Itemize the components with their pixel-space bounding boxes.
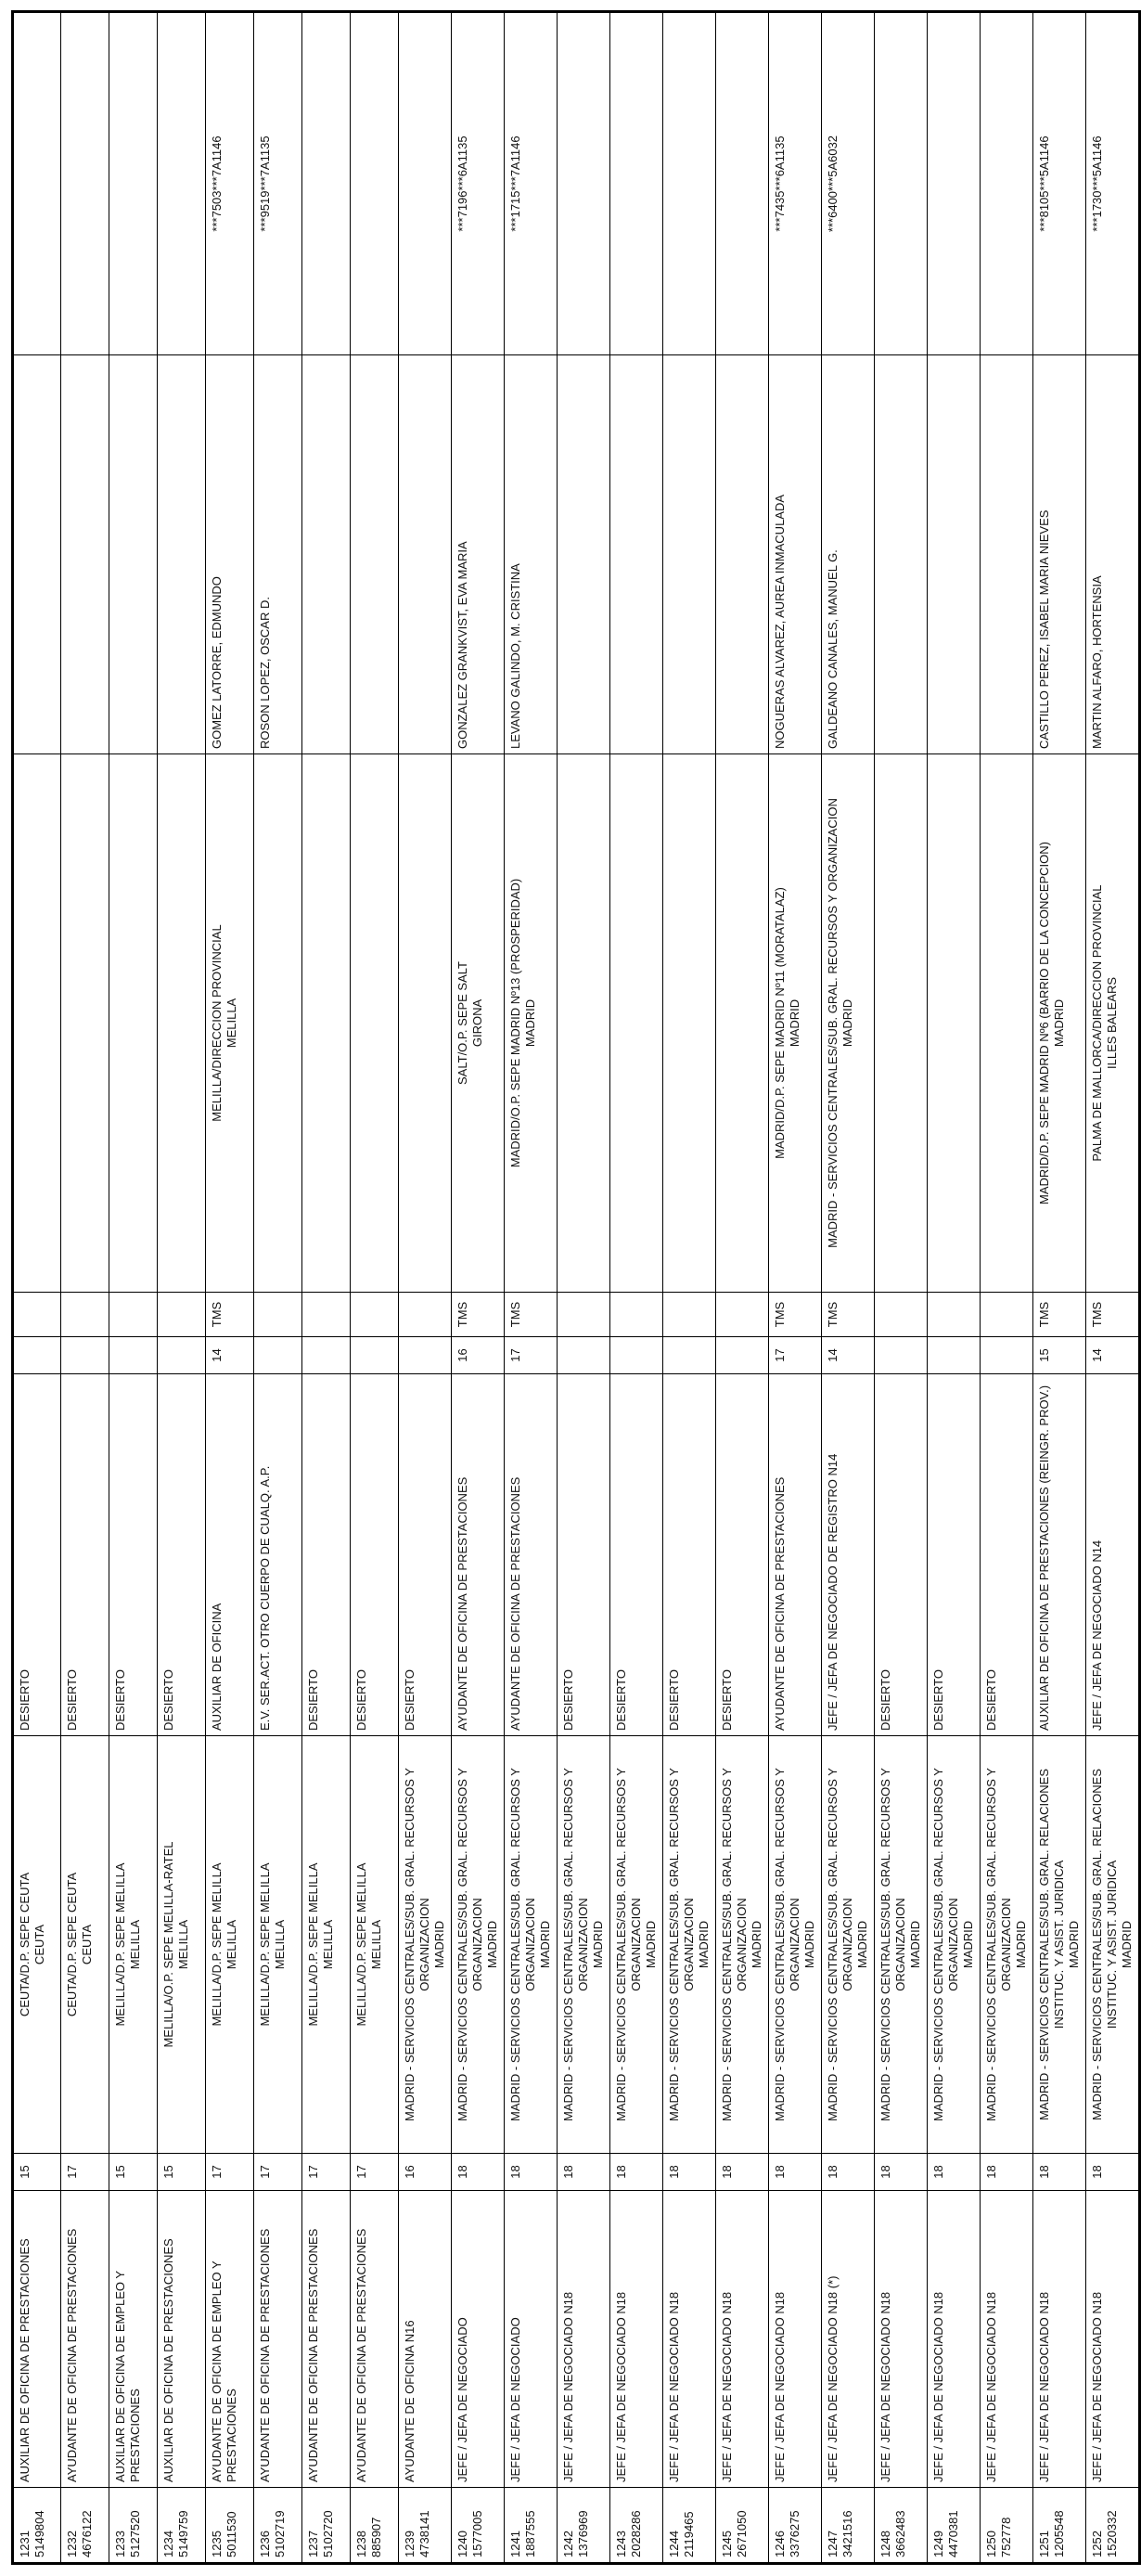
cell-order-number: 1249 4470381: [928, 2488, 981, 2564]
cell-level: 17: [302, 2154, 351, 2191]
cell-location: MADRID - SERVICIOS CENTRALES/SUB. GRAL. RELACIONES INSTITUC. Y ASIST. JURIDICA MADRID: [1086, 1736, 1140, 2154]
cell-previous-level: [981, 1337, 1033, 1374]
cell-previous-level: 15: [1033, 1337, 1086, 1374]
cell-level: 18: [928, 2154, 981, 2191]
cell-position: JEFE / JEFA DE NEGOCIADO N18: [1086, 2191, 1140, 2488]
cell-previous-level: [109, 1337, 158, 1374]
cell-awardee-name: [61, 355, 109, 754]
cell-previous-location: [610, 754, 663, 1293]
cell-id-number: ***8105***5A1146: [1033, 12, 1086, 355]
cell-location: MADRID - SERVICIOS CENTRALES/SUB. GRAL. RECURSOS Y ORGANIZACION MADRID: [505, 1736, 558, 2154]
cell-ministry: TMS: [1086, 1293, 1140, 1337]
cell-id-number: [928, 12, 981, 355]
cell-previous-position: DESIERTO: [13, 1374, 61, 1736]
cell-level: 18: [875, 2154, 928, 2191]
cell-location: MADRID - SERVICIOS CENTRALES/SUB. GRAL. RECURSOS Y ORGANIZACION MADRID: [822, 1736, 875, 2154]
cell-previous-level: 17: [505, 1337, 558, 1374]
cell-previous-location: MADRID - SERVICIOS CENTRALES/SUB. GRAL. RECURSOS Y ORGANIZACION MADRID: [822, 754, 875, 1293]
cell-previous-level: [158, 1337, 206, 1374]
cell-previous-location: [61, 754, 109, 1293]
cell-previous-level: 14: [822, 1337, 875, 1374]
cell-position: JEFE / JEFA DE NEGOCIADO N18: [716, 2191, 769, 2488]
cell-level: 16: [399, 2154, 452, 2191]
cell-level: 18: [1033, 2154, 1086, 2191]
cell-order-number: 1234 5149759: [158, 2488, 206, 2564]
cell-previous-level: [351, 1337, 399, 1374]
cell-location: MELILLA/D.P. SEPE MELILLA MELILLA: [109, 1736, 158, 2154]
cell-position: JEFE / JEFA DE NEGOCIADO N18: [663, 2191, 716, 2488]
cell-id-number: [663, 12, 716, 355]
cell-id-number: [716, 12, 769, 355]
table-row: [981, 12, 1033, 2564]
table-body: [13, 12, 1140, 2564]
cell-ministry: [928, 1293, 981, 1337]
cell-position: AYUDANTE DE OFICINA DE PRESTACIONES: [351, 2191, 399, 2488]
cell-location: MADRID - SERVICIOS CENTRALES/SUB. GRAL. RECURSOS Y ORGANIZACION MADRID: [558, 1736, 610, 2154]
cell-id-number: [109, 12, 158, 355]
cell-order-number: 1245 2671050: [716, 2488, 769, 2564]
cell-location: MADRID - SERVICIOS CENTRALES/SUB. GRAL. RECURSOS Y ORGANIZACION MADRID: [452, 1736, 505, 2154]
cell-level: 18: [716, 2154, 769, 2191]
cell-previous-location: [399, 754, 452, 1293]
cell-previous-location: MADRID/O.P. SEPE MADRID Nº13 (PROSPERIDAD) MADRID: [505, 754, 558, 1293]
cell-order-number: 1239 4738141: [399, 2488, 452, 2564]
cell-order-number: 1233 5127520: [109, 2488, 158, 2564]
resolution-table: [11, 10, 1141, 2565]
cell-position: JEFE / JEFA DE NEGOCIADO N18: [981, 2191, 1033, 2488]
cell-previous-position: DESIERTO: [61, 1374, 109, 1736]
cell-awardee-name: [610, 355, 663, 754]
cell-awardee-name: CASTILLO PEREZ, ISABEL MARIA NIEVES: [1033, 355, 1086, 754]
table-row: [1086, 12, 1140, 2564]
cell-previous-position: DESIERTO: [716, 1374, 769, 1736]
cell-level: 18: [981, 2154, 1033, 2191]
cell-id-number: [13, 12, 61, 355]
cell-order-number: 1235 5011530: [206, 2488, 254, 2564]
cell-position: AUXILIAR DE OFICINA DE EMPLEO Y PRESTACIONES: [109, 2191, 158, 2488]
cell-previous-location: SALT/O.P. SEPE SALT GIRONA: [452, 754, 505, 1293]
cell-previous-position: JEFE / JEFA DE NEGOCIADO N14: [1086, 1374, 1140, 1736]
cell-order-number: 1247 3421516: [822, 2488, 875, 2564]
cell-previous-position: DESIERTO: [351, 1374, 399, 1736]
cell-id-number: [981, 12, 1033, 355]
cell-previous-position: E.V. SER.ACT. OTRO CUERPO DE CUALQ. A.P.: [254, 1374, 302, 1736]
cell-ministry: [13, 1293, 61, 1337]
cell-location: MELILLA/D.P. SEPE MELILLA MELILLA: [254, 1736, 302, 2154]
cell-awardee-name: [351, 355, 399, 754]
cell-awardee-name: GALDEANO CANALES, MANUEL G.: [822, 355, 875, 754]
cell-previous-location: [716, 754, 769, 1293]
table-row: [822, 12, 875, 2564]
cell-order-number: 1244 2119465: [663, 2488, 716, 2564]
cell-previous-location: [158, 754, 206, 1293]
cell-position: AUXILIAR DE OFICINA DE PRESTACIONES: [13, 2191, 61, 2488]
cell-id-number: ***1730***5A1146: [1086, 12, 1140, 355]
cell-awardee-name: [716, 355, 769, 754]
cell-previous-location: PALMA DE MALLORCA/DIRECCION PROVINCIAL ILLES BALEARS: [1086, 754, 1140, 1293]
cell-position: JEFE / JEFA DE NEGOCIADO N18: [928, 2191, 981, 2488]
cell-ministry: [351, 1293, 399, 1337]
cell-ministry: [158, 1293, 206, 1337]
cell-ministry: [610, 1293, 663, 1337]
table-row: [399, 12, 452, 2564]
cell-previous-position: DESIERTO: [302, 1374, 351, 1736]
cell-previous-location: [13, 754, 61, 1293]
cell-previous-location: MADRID/D.P. SEPE MADRID Nº6 (BARRIO DE LA CONCEPCION) MADRID: [1033, 754, 1086, 1293]
cell-id-number: [558, 12, 610, 355]
cell-order-number: 1243 2028286: [610, 2488, 663, 2564]
cell-position: JEFE / JEFA DE NEGOCIADO N18 (*): [822, 2191, 875, 2488]
cell-awardee-name: [928, 355, 981, 754]
cell-position: AYUDANTE DE OFICINA DE PRESTACIONES: [254, 2191, 302, 2488]
cell-position: JEFE / JEFA DE NEGOCIADO N18: [875, 2191, 928, 2488]
cell-id-number: [875, 12, 928, 355]
cell-previous-position: DESIERTO: [663, 1374, 716, 1736]
cell-location: MADRID - SERVICIOS CENTRALES/SUB. GRAL. RECURSOS Y ORGANIZACION MADRID: [928, 1736, 981, 2154]
cell-level: 17: [254, 2154, 302, 2191]
cell-ministry: [302, 1293, 351, 1337]
cell-ministry: TMS: [505, 1293, 558, 1337]
cell-order-number: 1241 1887555: [505, 2488, 558, 2564]
cell-level: 15: [13, 2154, 61, 2191]
cell-awardee-name: [558, 355, 610, 754]
cell-location: MELILLA/D.P. SEPE MELILLA MELILLA: [302, 1736, 351, 2154]
cell-previous-level: [716, 1337, 769, 1374]
cell-position: JEFE / JEFA DE NEGOCIADO N18: [1033, 2191, 1086, 2488]
table-row: [1033, 12, 1086, 2564]
cell-awardee-name: [663, 355, 716, 754]
cell-previous-position: DESIERTO: [558, 1374, 610, 1736]
cell-order-number: 1232 4676122: [61, 2488, 109, 2564]
table-row: [558, 12, 610, 2564]
cell-previous-level: [610, 1337, 663, 1374]
cell-order-number: 1246 3376275: [769, 2488, 822, 2564]
cell-previous-position: AYUDANTE DE OFICINA DE PRESTACIONES: [452, 1374, 505, 1736]
cell-position: JEFE / JEFA DE NEGOCIADO N18: [769, 2191, 822, 2488]
cell-ministry: [558, 1293, 610, 1337]
cell-location: MADRID - SERVICIOS CENTRALES/SUB. GRAL. RECURSOS Y ORGANIZACION MADRID: [769, 1736, 822, 2154]
cell-previous-location: MADRID/D.P. SEPE MADRID Nº11 (MORATALAZ) MADRID: [769, 754, 822, 1293]
cell-location: MADRID - SERVICIOS CENTRALES/SUB. GRAL. RECURSOS Y ORGANIZACION MADRID: [610, 1736, 663, 2154]
table-row: [452, 12, 505, 2564]
cell-ministry: [981, 1293, 1033, 1337]
table-row: [158, 12, 206, 2564]
cell-location: MADRID - SERVICIOS CENTRALES/SUB. GRAL. RECURSOS Y ORGANIZACION MADRID: [981, 1736, 1033, 2154]
cell-ministry: [61, 1293, 109, 1337]
cell-awardee-name: GOMEZ LATORRE, EDMUNDO: [206, 355, 254, 754]
cell-id-number: ***7435***6A1135: [769, 12, 822, 355]
cell-order-number: 1231 5149804: [13, 2488, 61, 2564]
cell-location: MADRID - SERVICIOS CENTRALES/SUB. GRAL. RECURSOS Y ORGANIZACION MADRID: [399, 1736, 452, 2154]
cell-awardee-name: GONZALEZ GRANKVIST, EVA MARIA: [452, 355, 505, 754]
cell-previous-level: 14: [206, 1337, 254, 1374]
cell-awardee-name: LEVANO GALINDO, M. CRISTINA: [505, 355, 558, 754]
cell-previous-level: [928, 1337, 981, 1374]
cell-previous-position: DESIERTO: [981, 1374, 1033, 1736]
cell-id-number: [158, 12, 206, 355]
cell-previous-position: DESIERTO: [610, 1374, 663, 1736]
cell-id-number: [302, 12, 351, 355]
cell-awardee-name: [109, 355, 158, 754]
cell-previous-level: [302, 1337, 351, 1374]
cell-previous-location: [875, 754, 928, 1293]
table-row: [351, 12, 399, 2564]
cell-level: 18: [452, 2154, 505, 2191]
table-row: [302, 12, 351, 2564]
cell-location: CEUTA/D.P. SEPE CEUTA CEUTA: [13, 1736, 61, 2154]
cell-previous-position: JEFE / JEFA DE NEGOCIADO DE REGISTRO N14: [822, 1374, 875, 1736]
cell-level: 17: [351, 2154, 399, 2191]
cell-id-number: [351, 12, 399, 355]
table-row: [610, 12, 663, 2564]
cell-ministry: TMS: [769, 1293, 822, 1337]
cell-position: JEFE / JEFA DE NEGOCIADO: [452, 2191, 505, 2488]
table-row: [928, 12, 981, 2564]
cell-previous-level: [399, 1337, 452, 1374]
cell-awardee-name: [302, 355, 351, 754]
cell-ministry: TMS: [452, 1293, 505, 1337]
cell-position: JEFE / JEFA DE NEGOCIADO N18: [610, 2191, 663, 2488]
cell-ministry: TMS: [1033, 1293, 1086, 1337]
cell-previous-level: 17: [769, 1337, 822, 1374]
cell-id-number: ***9519***7A1135: [254, 12, 302, 355]
cell-previous-location: [981, 754, 1033, 1293]
cell-location: MADRID - SERVICIOS CENTRALES/SUB. GRAL. RECURSOS Y ORGANIZACION MADRID: [716, 1736, 769, 2154]
cell-ministry: [109, 1293, 158, 1337]
cell-previous-level: [13, 1337, 61, 1374]
table-row: [875, 12, 928, 2564]
cell-order-number: 1252 1520332: [1086, 2488, 1140, 2564]
cell-previous-location: [351, 754, 399, 1293]
table-row: [769, 12, 822, 2564]
cell-previous-location: [302, 754, 351, 1293]
cell-id-number: ***6400***5A6032: [822, 12, 875, 355]
cell-location: MELILLA/D.P. SEPE MELILLA MELILLA: [206, 1736, 254, 2154]
cell-ministry: [716, 1293, 769, 1337]
cell-level: 18: [663, 2154, 716, 2191]
cell-awardee-name: [13, 355, 61, 754]
cell-previous-level: [254, 1337, 302, 1374]
cell-id-number: [61, 12, 109, 355]
cell-position: AYUDANTE DE OFICINA DE PRESTACIONES: [302, 2191, 351, 2488]
cell-level: 17: [206, 2154, 254, 2191]
cell-order-number: 1250 752778: [981, 2488, 1033, 2564]
cell-previous-level: 16: [452, 1337, 505, 1374]
table-row: [716, 12, 769, 2564]
cell-awardee-name: NOGUERAS ALVAREZ, AUREA INMACULADA: [769, 355, 822, 754]
table-row: [206, 12, 254, 2564]
cell-position: AUXILIAR DE OFICINA DE PRESTACIONES: [158, 2191, 206, 2488]
cell-previous-level: [558, 1337, 610, 1374]
table-row: [663, 12, 716, 2564]
cell-ministry: TMS: [206, 1293, 254, 1337]
cell-order-number: 1237 5102720: [302, 2488, 351, 2564]
cell-location: MADRID - SERVICIOS CENTRALES/SUB. GRAL. RECURSOS Y ORGANIZACION MADRID: [663, 1736, 716, 2154]
cell-id-number: ***7196***6A1135: [452, 12, 505, 355]
cell-awardee-name: [158, 355, 206, 754]
cell-previous-location: [663, 754, 716, 1293]
cell-level: 17: [61, 2154, 109, 2191]
cell-previous-level: [61, 1337, 109, 1374]
cell-ministry: [399, 1293, 452, 1337]
cell-previous-level: [875, 1337, 928, 1374]
cell-position: JEFE / JEFA DE NEGOCIADO N18: [558, 2191, 610, 2488]
cell-location: MADRID - SERVICIOS CENTRALES/SUB. GRAL. RELACIONES INSTITUC. Y ASIST. JURIDICA MADRID: [1033, 1736, 1086, 2154]
cell-previous-position: AYUDANTE DE OFICINA DE PRESTACIONES: [769, 1374, 822, 1736]
cell-previous-location: [558, 754, 610, 1293]
cell-position: AYUDANTE DE OFICINA DE PRESTACIONES: [61, 2191, 109, 2488]
table-row: [505, 12, 558, 2564]
cell-location: MADRID - SERVICIOS CENTRALES/SUB. GRAL. RECURSOS Y ORGANIZACION MADRID: [875, 1736, 928, 2154]
cell-order-number: 1248 3662483: [875, 2488, 928, 2564]
cell-level: 18: [610, 2154, 663, 2191]
cell-previous-location: [928, 754, 981, 1293]
cell-ministry: [254, 1293, 302, 1337]
cell-previous-level: 14: [1086, 1337, 1140, 1374]
cell-order-number: 1251 1205548: [1033, 2488, 1086, 2564]
cell-order-number: 1236 5102719: [254, 2488, 302, 2564]
cell-level: 18: [769, 2154, 822, 2191]
cell-level: 15: [109, 2154, 158, 2191]
cell-level: 18: [1086, 2154, 1140, 2191]
cell-previous-location: [109, 754, 158, 1293]
cell-previous-position: AUXILIAR DE OFICINA: [206, 1374, 254, 1736]
cell-previous-location: MELILLA/DIRECCION PROVINCIAL MELILLA: [206, 754, 254, 1293]
cell-previous-location: [254, 754, 302, 1293]
cell-previous-level: [663, 1337, 716, 1374]
cell-awardee-name: MARTIN ALFARO, HORTENSIA: [1086, 355, 1140, 754]
cell-previous-position: AUXILIAR DE OFICINA DE PRESTACIONES (REINGR. PROV.): [1033, 1374, 1086, 1736]
cell-awardee-name: [981, 355, 1033, 754]
cell-id-number: [399, 12, 452, 355]
cell-awardee-name: [875, 355, 928, 754]
cell-order-number: 1242 1376969: [558, 2488, 610, 2564]
cell-level: 18: [558, 2154, 610, 2191]
cell-level: 18: [505, 2154, 558, 2191]
cell-previous-position: AYUDANTE DE OFICINA DE PRESTACIONES: [505, 1374, 558, 1736]
cell-position: AYUDANTE DE OFICINA DE EMPLEO Y PRESTACIONES: [206, 2191, 254, 2488]
table-row: [61, 12, 109, 2564]
cell-ministry: [875, 1293, 928, 1337]
cell-previous-position: DESIERTO: [928, 1374, 981, 1736]
table-row: [109, 12, 158, 2564]
cell-id-number: [610, 12, 663, 355]
cell-id-number: ***7503***7A1146: [206, 12, 254, 355]
cell-location: MELILLA/D.P. SEPE MELILLA MELILLA: [351, 1736, 399, 2154]
cell-level: 15: [158, 2154, 206, 2191]
cell-order-number: 1240 1577005: [452, 2488, 505, 2564]
cell-awardee-name: [399, 355, 452, 754]
table-row: [13, 12, 61, 2564]
cell-previous-position: DESIERTO: [158, 1374, 206, 1736]
cell-previous-position: DESIERTO: [109, 1374, 158, 1736]
cell-previous-position: DESIERTO: [875, 1374, 928, 1736]
cell-order-number: 1238 885907: [351, 2488, 399, 2564]
cell-ministry: TMS: [822, 1293, 875, 1337]
cell-id-number: ***1715***7A1146: [505, 12, 558, 355]
table-row: [254, 12, 302, 2564]
cell-level: 18: [822, 2154, 875, 2191]
cell-position: JEFE / JEFA DE NEGOCIADO: [505, 2191, 558, 2488]
cell-location: MELILLA/O.P. SEPE MELILLA-RATEL MELILLA: [158, 1736, 206, 2154]
cell-previous-position: DESIERTO: [399, 1374, 452, 1736]
cell-awardee-name: ROSON LOPEZ, OSCAR D.: [254, 355, 302, 754]
cell-location: CEUTA/D.P. SEPE CEUTA CEUTA: [61, 1736, 109, 2154]
cell-ministry: [663, 1293, 716, 1337]
cell-position: AYUDANTE DE OFICINA N16: [399, 2191, 452, 2488]
